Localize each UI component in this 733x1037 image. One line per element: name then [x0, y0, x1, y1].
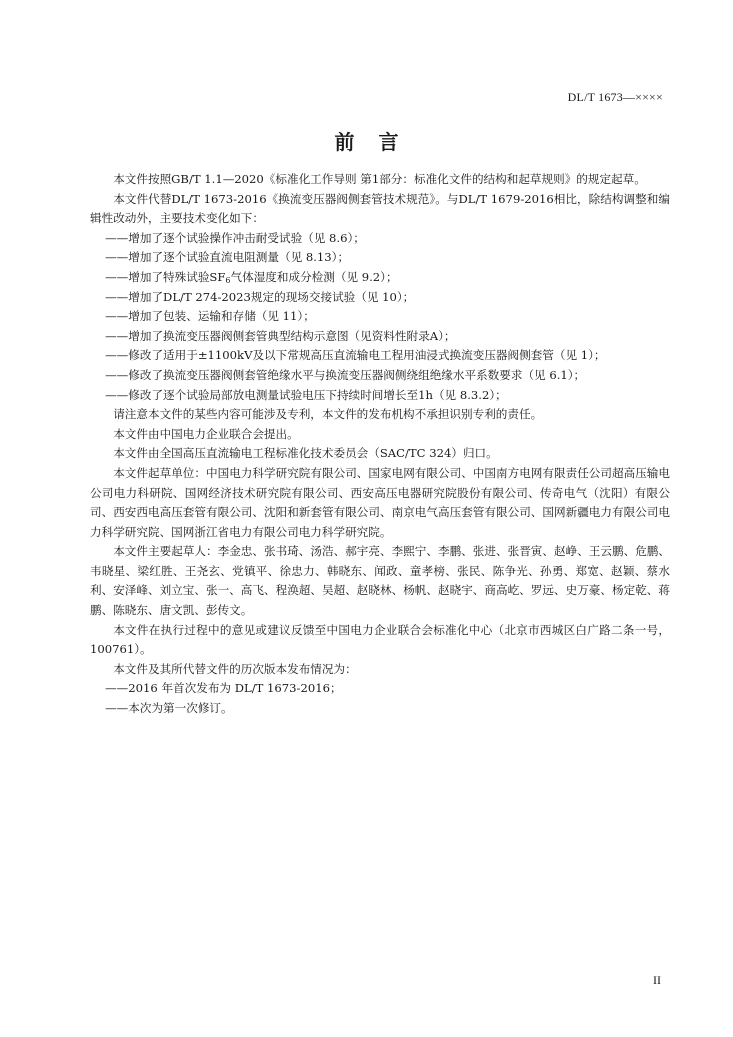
page-number: II [653, 973, 661, 987]
list-item: ——增加了包装、运输和存储（见 11）； [105, 309, 315, 324]
list-item: ——修改了适用于±1100kV及以下常规高压直流输电工程用油浸式换流变压器阀侧套管（见 1）； [105, 348, 606, 363]
list-item: ——修改了换流变压器阀侧套管绝缘水平与换流变压器阀侧绕组绝缘水平系数要求（见 6.1）； [105, 367, 586, 382]
list-item-text: 气体湿度和成分检测（见 9.2）； [230, 269, 398, 284]
document-body [90, 170, 670, 719]
paragraph: 本文件代替DL/T 1673-2016《换流变压器阀侧套管技术规范》。与DL/T 1679-2016相比，除结构调整和编辑性改动外，主要技术变化如下： [90, 191, 670, 226]
paragraph: 本文件及其所代替文件的历次版本发布情况为： [113, 661, 357, 676]
paragraph: 本文件由中国电力企业联合会提出。 [113, 426, 299, 441]
list-item-text: ——增加了特殊试验SF [105, 269, 226, 284]
list-item [90, 268, 670, 288]
subscript-text: 6 [225, 275, 231, 285]
paragraph: 本文件主要起草人：李金忠、张书琦、汤浩、郝宇亮、李熙宁、李鹏、张进、张晋寅、赵峥、王云鹏、危鹏、韦晓星、梁红胜、王尧玄、党镇平、徐忠力、韩晓东、闻政、童孝榜、张民、陈争光、孙勇、郑宽、赵颖、蔡水利、安泽峰、刘立宝、张一、高飞、程涣超、吴超、赵晓林、杨帆、赵晓宇、商高屹、罗远、史万豪、杨定乾、蒋鹏、陈晓东、唐文凯、彭传文。 [90, 544, 670, 618]
paragraph: 本文件由全国高压直流输电工程标准化技术委员会（SAC/TC 324）归口。 [113, 446, 498, 461]
list-item: ——增加了DL/T 274-2023规定的现场交接试验（见 10）； [105, 289, 415, 304]
paragraph: 请注意本文件的某些内容可能涉及专利，本文件的发布机构不承担识别专利的责任。 [113, 407, 543, 422]
list-item: ——增加了逐个试验操作冲击耐受试验（见 8.6）； [105, 230, 365, 245]
paragraph: 本文件起草单位：中国电力科学研究院有限公司、国家电网有限公司、中国南方电网有限责任公司超高压输电公司电力科研院、国网经济技术研究院有限公司、西安高压电器研究院股份有限公司、传奇电气（沈阳）有限公司、西安西电高压套管有限公司、沈阳和新套管有限公司、南京电气高压套管有限公司、国网新疆电力有限公司电力科学研究院、国网浙江省电力有限公司电力科学研究院。 [90, 465, 670, 539]
list-item: ——增加了逐个试验直流电阻测量（见 8.13）； [105, 250, 350, 265]
paragraph: 本文件在执行过程中的意见或建议反馈至中国电力企业联合会标准化中心（北京市西城区白广路二条一号，100761）。 [90, 622, 670, 657]
paragraph: 本文件按照GB/T 1.1—2020《标准化工作导则 第1部分：标准化文件的结构和起草规则》的规定起草。 [113, 172, 646, 186]
list-item: ——修改了逐个试验局部放电测量试验电压下持续时间增长至1h（见 8.3.2）； [105, 387, 507, 402]
list-item: ——本次为第一次修订。 [105, 701, 233, 716]
list-item: ——增加了换流变压器阀侧套管典型结构示意图（见资料性附录A）； [105, 328, 456, 343]
list-item: ——2016 年首次发布为 DL/T 1673-2016； [105, 681, 342, 696]
page-title: 前言 [334, 130, 423, 154]
document-number: DL/T 1673—×××× [567, 90, 663, 104]
